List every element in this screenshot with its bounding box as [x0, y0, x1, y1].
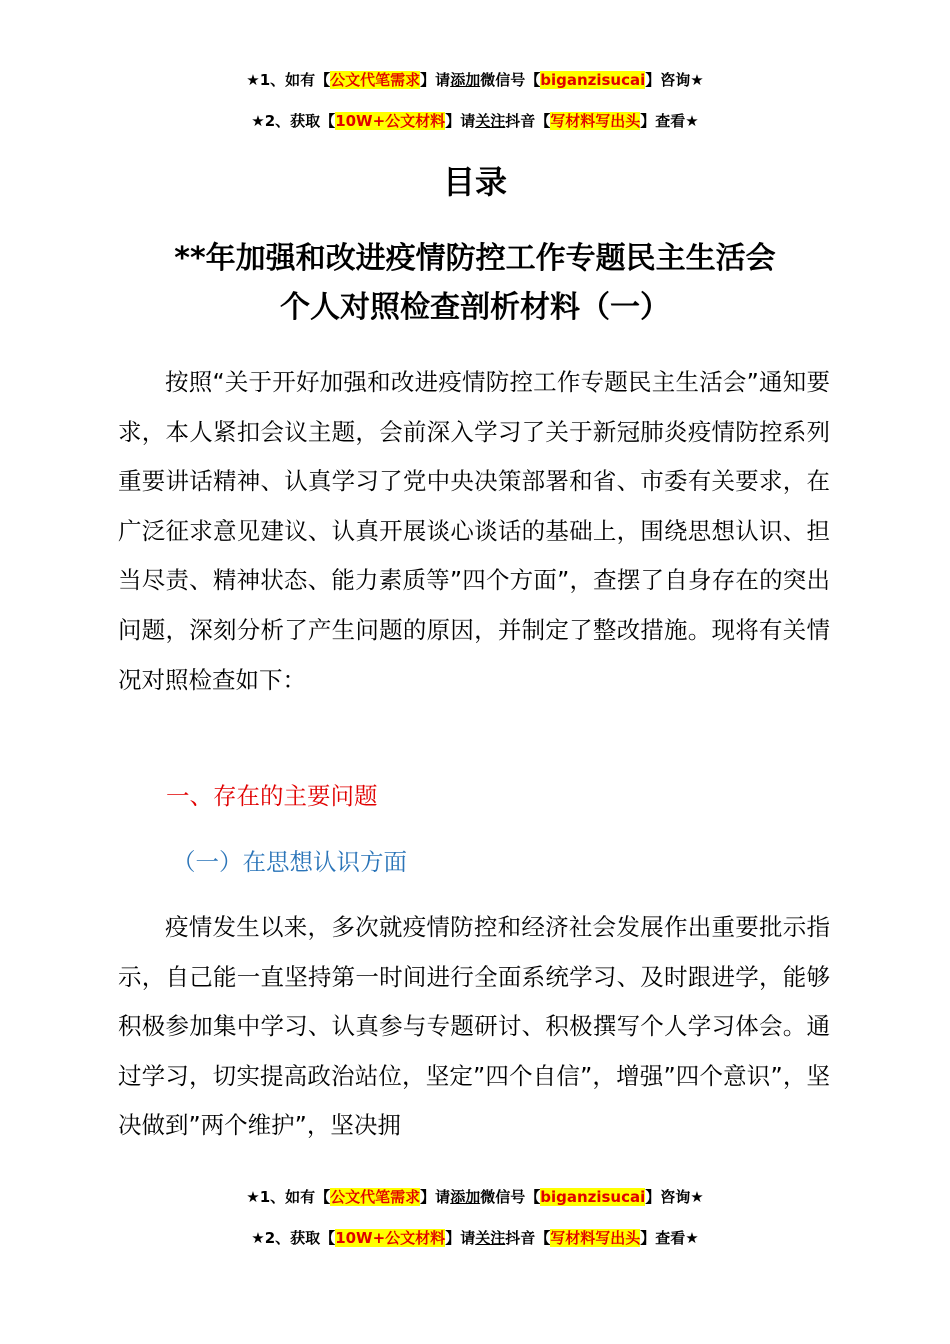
banner-highlight: 10W+公文材料 — [335, 1229, 446, 1247]
banner-underline: 添加 — [450, 71, 481, 89]
banner-line-1 — [0, 1186, 950, 1208]
body-paragraph — [118, 903, 830, 1151]
body-text: 疫情发生以来，多次就疫情防控和经济社会发展作出重要批示指示，自己能一直坚持第一时间进行全面系统学习、及时跟进学，能够积极参加集中学习、认真参与专题研讨、积极撰写个人学习体会。通过学习，切实提高政治站位，坚定”四个自信”，增强”四个意识”，坚决做到”两个维护”，坚决拥 — [118, 913, 830, 1140]
banner-line-2 — [0, 1227, 950, 1249]
intro-paragraph — [118, 358, 830, 705]
banner-highlight: 公文代笔需求 — [330, 71, 421, 89]
banner-text: ★1、如有【 — [246, 1188, 331, 1206]
banner-highlight: biganzisucai — [540, 1188, 646, 1206]
document-title-line-2: 个人对照检查剖析材料（一） — [280, 290, 670, 325]
banner-line-1 — [0, 69, 950, 91]
banner-underline: 添加 — [450, 1188, 481, 1206]
banner-text: 】请 — [445, 1229, 476, 1247]
subsection-heading: （一）在思想认识方面 — [172, 848, 407, 876]
banner-text: 微信号【 — [480, 71, 541, 89]
banner-text: 】请 — [420, 71, 451, 89]
section-heading: 一、存在的主要问题 — [166, 782, 378, 810]
intro-text: 按照“关于开好加强和改进疫情防控工作专题民主生活会”通知要求，本人紧扣会议主题，会前深入学习了关于新冠肺炎疫情防控系列重要讲话精神、认真学习了党中央决策部署和省、市委有关要求，在广泛征求意见建议、认真开展谈心谈话的基础上，围绕思想认识、担当尽责、精神状态、能力素质等”四个方面”，查摆了自身存在的突出问题，深刻分析了产生问题的原因，并制定了整改措施。现将有关情况对照检查如下： — [118, 368, 830, 694]
banner-text: ★2、获取【 — [251, 1229, 336, 1247]
banner-text: 】查看★ — [640, 1229, 699, 1247]
banner-highlight: 公文代笔需求 — [330, 1188, 421, 1206]
banner-highlight: 10W+公文材料 — [335, 112, 446, 130]
banner-underline: 关注 — [475, 1229, 506, 1247]
banner-text: 】咨询★ — [645, 71, 704, 89]
banner-text: 微信号【 — [480, 1188, 541, 1206]
banner-line-2 — [0, 110, 950, 132]
banner-text: ★2、获取【 — [251, 112, 336, 130]
banner-text: 抖音【 — [505, 112, 551, 130]
document-title-line-1: **年加强和改进疫情防控工作专题民主生活会 — [174, 241, 776, 276]
banner-text: 】查看★ — [640, 112, 699, 130]
banner-text: ★1、如有【 — [246, 71, 331, 89]
toc-title: 目录 — [442, 163, 507, 201]
banner-text: 】请 — [445, 112, 476, 130]
banner-highlight: 写材料写出头 — [550, 112, 641, 130]
banner-text: 抖音【 — [505, 1229, 551, 1247]
banner-text: 】咨询★ — [645, 1188, 704, 1206]
banner-highlight: biganzisucai — [540, 71, 646, 89]
banner-text: 】请 — [420, 1188, 451, 1206]
banner-underline: 关注 — [475, 112, 506, 130]
banner-highlight: 写材料写出头 — [550, 1229, 641, 1247]
